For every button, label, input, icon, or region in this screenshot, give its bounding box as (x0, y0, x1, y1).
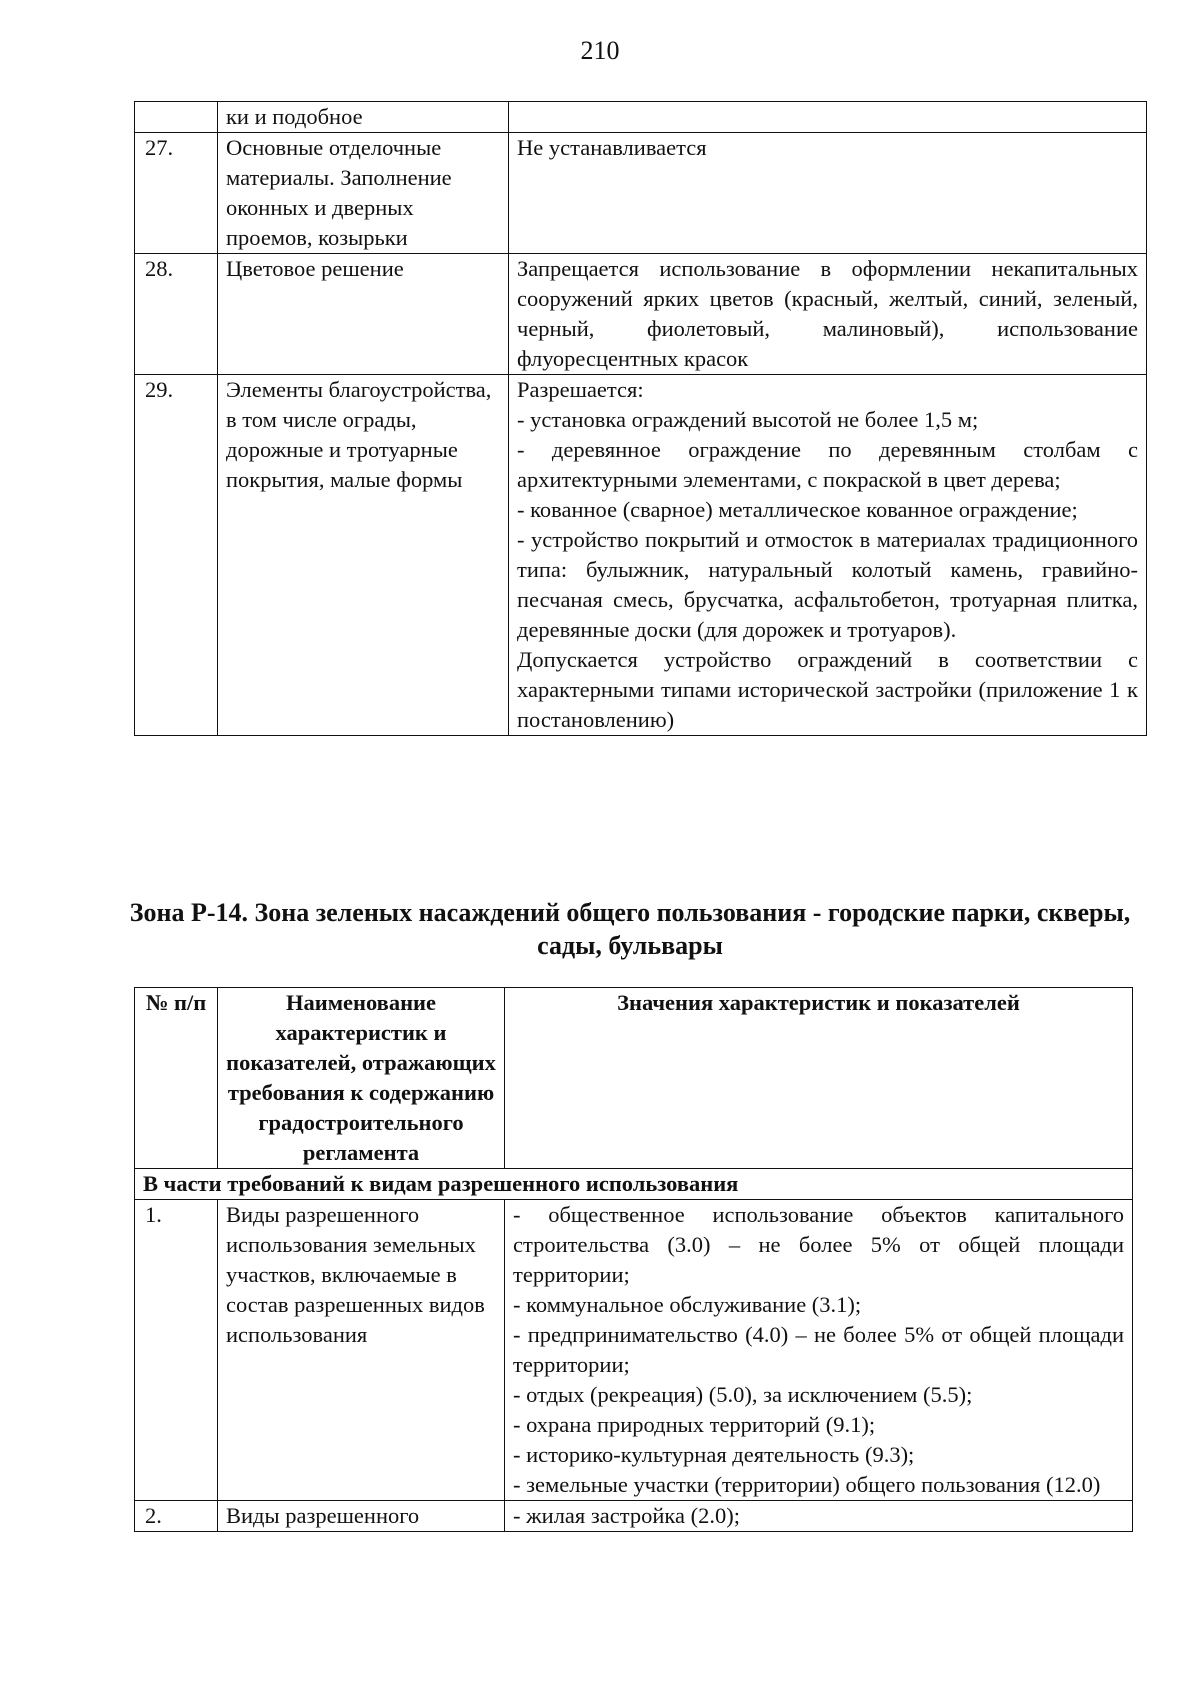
value-line: - историко-культурная деятельность (9.3); (513, 1442, 915, 1467)
table-row (135, 375, 1147, 736)
value-line: - жилая застройка (2.0); (513, 1503, 740, 1528)
row-number: 29. (135, 375, 218, 736)
row-value (509, 102, 1147, 133)
row-characteristic: Цветовое решение (218, 254, 509, 375)
row-characteristic: Виды разрешенного (218, 1501, 505, 1532)
row-value (509, 375, 1147, 736)
value-line: - предпринимательство (4.0) – не более 5% от общей площади территории; (513, 1322, 1124, 1377)
row-number: 2. (135, 1501, 218, 1532)
value-line: - коммунальное обслуживание (3.1); (513, 1292, 862, 1317)
value-line: Не устанавливается (517, 135, 707, 160)
value-line: Разрешается: (517, 377, 644, 402)
row-value (505, 1501, 1133, 1532)
row-value (509, 254, 1147, 375)
table-row (135, 133, 1147, 254)
section-row (135, 1169, 1133, 1200)
zone-title: Зона Р-14. Зона зеленых насаждений общего пользования - городские парки, скверы, сады, бульвары (129, 898, 1131, 960)
value-line: - охрана природных территорий (9.1); (513, 1412, 876, 1437)
page-number: 210 (580, 36, 620, 65)
table-row (135, 1501, 1133, 1532)
table-row (135, 254, 1147, 375)
row-number: 28. (135, 254, 218, 375)
zone-r14-table (134, 987, 1133, 1532)
row-characteristic: ки и подобное (218, 102, 509, 133)
row-number (135, 102, 218, 133)
value-line: Допускается устройство ограждений в соответствии с характерными типами исторической застройки (приложение 1 к постановлению) (517, 647, 1138, 732)
row-value (509, 133, 1147, 254)
row-characteristic: Виды разрешенного использования земельных участков, включаемые в состав разрешенных видов использования (218, 1200, 505, 1501)
value-line: - устройство покрытий и отмосток в материалах традиционного типа: булыжник, натуральный колотый камень, гравийно-песчаная смесь, брусчатка, асфальтобетон, тротуарная плитка, деревянные доски (для дорожек и тротуаров). (517, 527, 1138, 642)
regulation-table-continued (134, 101, 1147, 736)
row-characteristic: Элементы благоустройства, в том числе ограды, дорожные и тротуарные покрытия, малые формы (218, 375, 509, 736)
row-characteristic: Основные отделочные материалы. Заполнение оконных и дверных проемов, козырьки (218, 133, 509, 254)
row-number: 1. (135, 1200, 218, 1501)
row-number: 27. (135, 133, 218, 254)
header-num: № п/п (135, 988, 218, 1169)
row-value (505, 1200, 1133, 1501)
value-line: - отдых (рекреация) (5.0), за исключением (5.5); (513, 1382, 973, 1407)
value-line: - земельные участки (территории) общего пользования (12.0) (513, 1472, 1101, 1497)
value-line: - общественное использование объектов капитального строительства (3.0) – не более 5% от общей площади территории; (513, 1202, 1124, 1287)
header-name: Наименование характеристик и показателей, отражающих требования к содержанию градостроительного регламента (218, 988, 505, 1169)
header-value: Значения характеристик и показателей (505, 988, 1133, 1169)
section-title: В части требований к видам разрешенного использования (135, 1169, 1133, 1200)
value-line: - установка ограждений высотой не более 1,5 м; (517, 407, 979, 432)
table-header-row (135, 988, 1133, 1169)
value-line: Запрещается использование в оформлении некапитальных сооружений ярких цветов (красный, желтый, синий, зеленый, черный, фиолетовый, малиновый), использование флуоресцентных красок (517, 256, 1138, 371)
value-line: - кованное (сварное) металлическое кованное ограждение; (517, 497, 1078, 522)
value-line: - деревянное ограждение по деревянным столбам с архитектурными элементами, с покраской в цвет дерева; (517, 437, 1138, 492)
table-row (135, 102, 1147, 133)
table-row (135, 1200, 1133, 1501)
